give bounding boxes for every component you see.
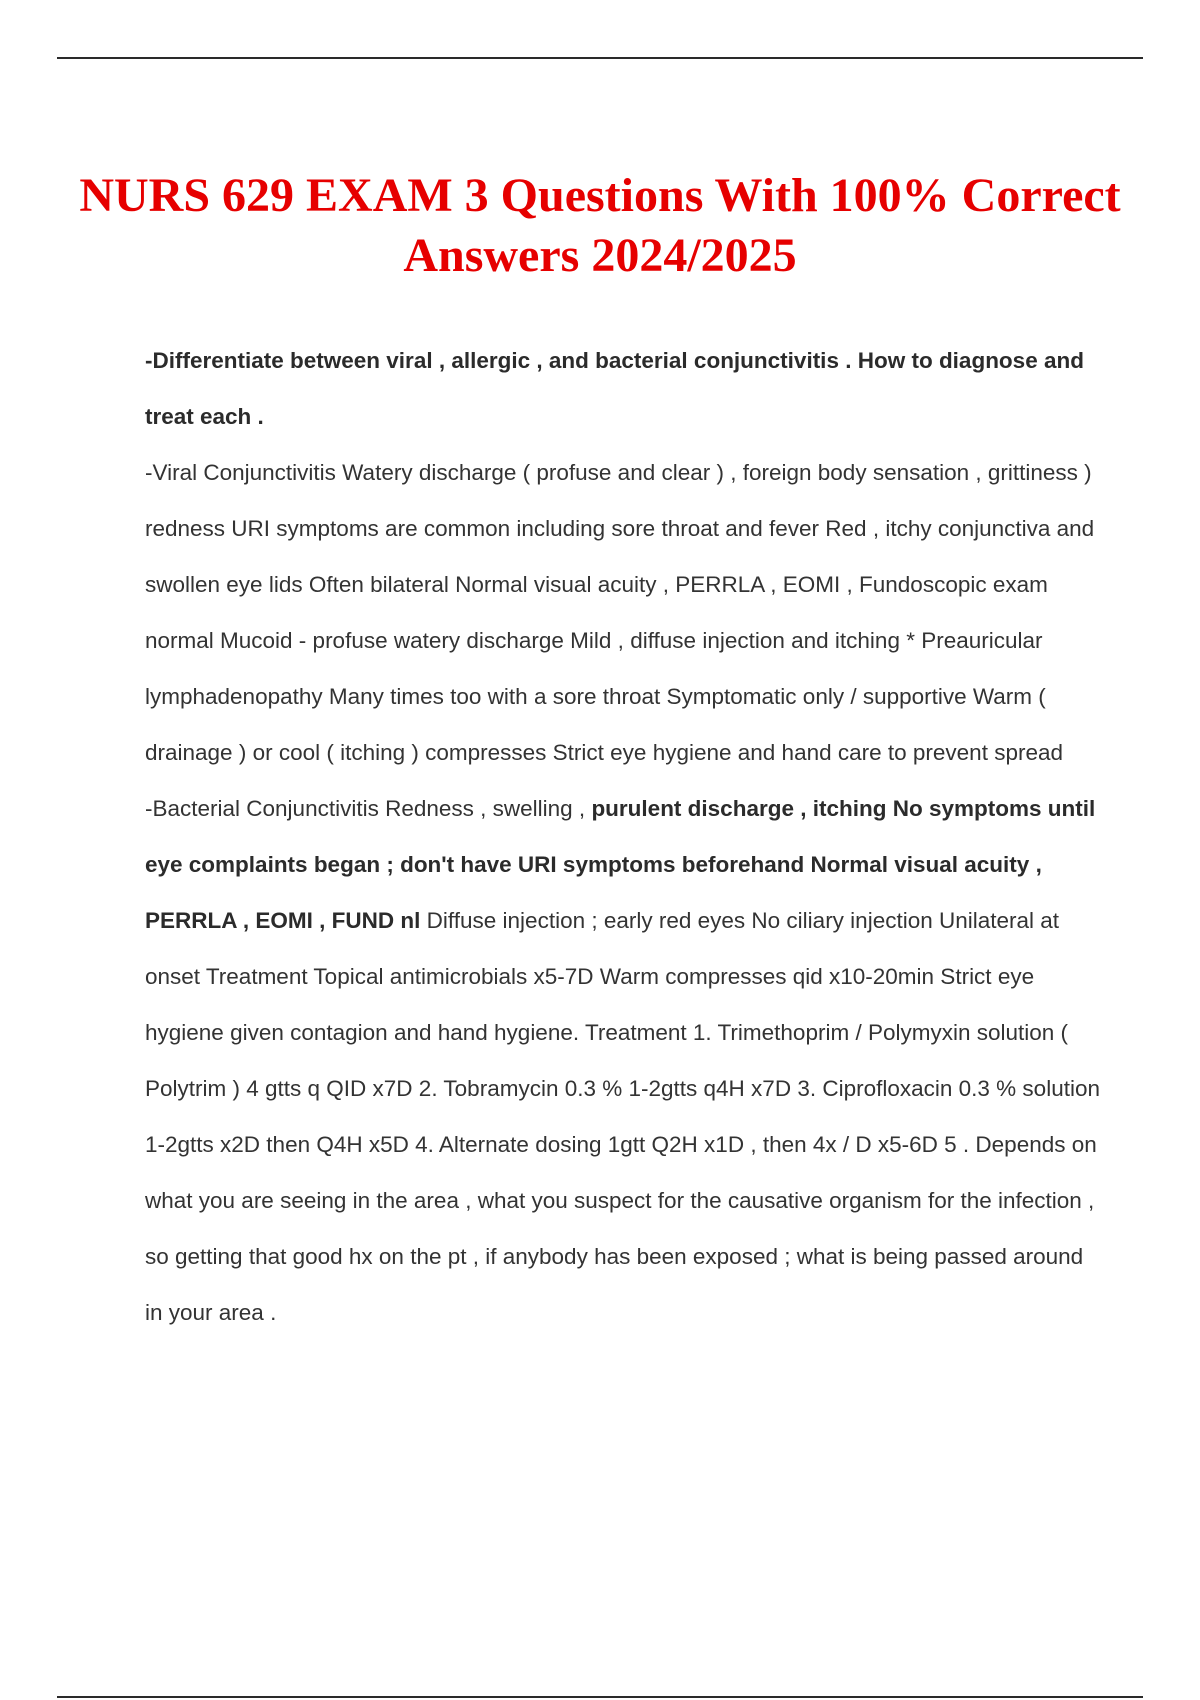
footer-rule — [57, 1696, 1143, 1698]
document-body — [145, 333, 1105, 1341]
bacterial-answer-text — [145, 781, 1105, 1341]
header-rule — [57, 57, 1143, 59]
question-text: -Differentiate between viral , allergic , and bacterial conjunctivitis . How to diagnose and treat each . — [145, 348, 1084, 429]
viral-answer-text: -Viral Conjunctivitis Watery discharge ( profuse and clear ) , foreign body sensation , grittiness ) redness URI symptoms are common including sore throat and fever Red , itchy conjunctiva and swollen eye lids Often bilateral Normal visual acuity , PERRLA , EOMI , Fundoscopic exam normal Mucoid - profuse watery discharge Mild , diffuse injection and itching * Preauricular lymphadenopathy Many times too with a sore throat Symptomatic only / supportive Warm ( drainage ) or cool ( itching ) compresses Strict eye hygiene and hand care to prevent spread — [145, 460, 1095, 765]
bacterial-intro: -Bacterial Conjunctivitis Redness , swelling , — [145, 796, 592, 821]
document-title: NURS 629 EXAM 3 Questions With 100% Correct Answers 2024/2025 — [79, 169, 1121, 282]
bacterial-treatment-text: Diffuse injection ; early red eyes No ciliary injection Unilateral at onset Treatment Topical antimicrobials x5-7D Warm compresses qid x10-20min Strict eye hygiene given contagion and hand hygiene. Treatment 1. Trimethoprim / Polymyxin solution ( Polytrim ) 4 gtts q QID x7D 2. Tobramycin 0.3 % 1-2gtts q4H x7D 3. Ciprofloxacin 0.3 % solution 1-2gtts x2D then Q4H x5D 4. Alternate dosing 1gtt Q2H x1D , then 4x / D x5-6D 5 . Depends on what you are seeing in the area , what you suspect for the causative organism for the infection , so getting that good hx on the pt , if anybody has been exposed ; what is being passed around in your area . — [145, 908, 1100, 1325]
bacterial-bold-findings: purulent discharge , itching No symptoms until eye complaints began ; don't have URI symptoms beforehand Normal visual acuity , PERRLA , EOMI , FUND nl — [145, 796, 1096, 933]
